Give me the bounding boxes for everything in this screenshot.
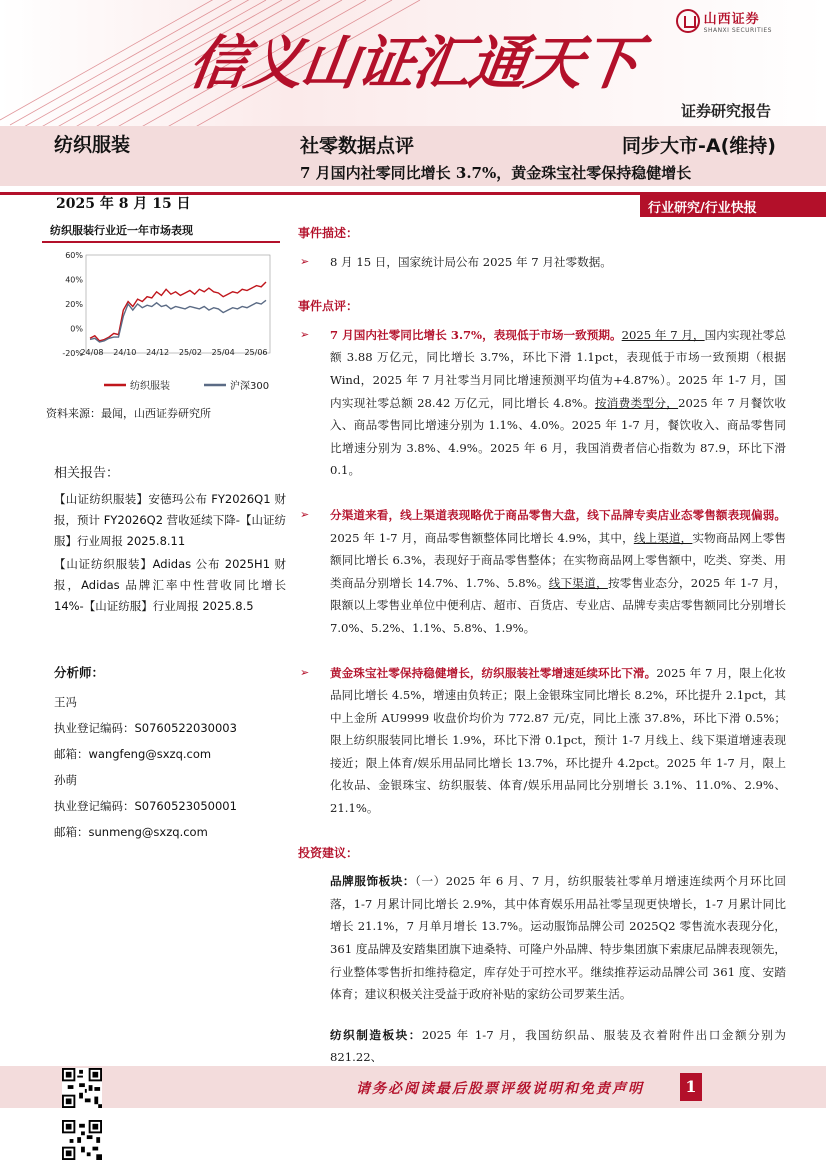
event-title: 事件描述： [298, 226, 359, 240]
invest-title: 投资建议： [298, 845, 359, 860]
analyst-reg: 执业登记编码：S0760522030003 [54, 721, 237, 735]
x-tick-label: 25/02 [178, 348, 202, 357]
analysts [54, 663, 286, 845]
analyst-name: 王冯 [54, 695, 77, 709]
point-text: 实物商品网上零售额同比增长 6.3%，表现好于商品零售整体；在实物商品网上零售额中，吃类、穿类、用类商品分别增长 14.7%、1.7%、5.8%。 [330, 530, 786, 590]
point-underline: 2025 年 7 月， [621, 327, 705, 342]
category-label: 行业研究/行业快报 [648, 201, 757, 216]
y-tick-label: 20% [65, 300, 83, 309]
chart-source: 资料来源：最闻，山西证券研究所 [46, 407, 211, 420]
market-performance-chart [42, 243, 280, 401]
sidebar [42, 218, 280, 421]
related-report-item[interactable]: 【山证纺织服装】Adidas 公布 2025H1 财报，Adidas 品牌汇率中性营收同比增长 14%-【山证纺服】行业周报 2025.8.5 [54, 557, 286, 613]
event-text: 8 月 15 日，国家统计局公布 2025 年 7 月社零数据。 [330, 254, 612, 269]
legend-label: 纺织服装 [130, 381, 170, 392]
point-text: 2025 年 1-7 月，商品零售额整体同比增长 4.9%，其中， [330, 530, 634, 545]
point-text: 国内实现社零总额 3.88 万亿元，同比增长 3.7%，环比下滑 1.1pct，表现低于市场一致预期（根据 Wind，2025 年 7 月社零当月同比增速预测平均值为+4.87%）。2025 年 1-7 月，国内实现社零总额 28.42 万亿元，同比增长 4.8%。 [330, 327, 786, 410]
analyst-name: 孙萌 [54, 773, 77, 787]
invest-brand-apparel [298, 870, 786, 1006]
slogan: 信义山证汇通天下 [184, 29, 643, 97]
y-tick-label: 40% [65, 275, 83, 285]
related-title: 相关报告： [54, 466, 120, 481]
industry-rating: 同步大市-A(维持) [622, 135, 776, 157]
analyst-email[interactable]: 邮箱：wangfeng@sxzq.com [54, 747, 212, 761]
x-tick-label: 25/06 [244, 348, 268, 357]
logo-name-en: SHANXI SECURITIES [703, 27, 772, 34]
y-tick-label: 60% [65, 251, 83, 260]
footer-disclaimer: 请务必阅读最后股票评级说明和免责声明 [356, 1081, 644, 1097]
analyst-reg: 执业登记编码：S0760523050001 [54, 799, 237, 813]
invest-manufacturing [298, 1024, 786, 1069]
x-tick-label: 24/08 [80, 348, 104, 357]
qr-code-icon [62, 1068, 102, 1108]
logo-name-cn: 山西证券 [703, 12, 760, 27]
plot-frame [86, 255, 270, 353]
point-categories [298, 662, 786, 820]
report-type: 证券研究报告 [680, 102, 771, 120]
invest-text: 2025 年 1-7 月，我国纺织品、服装及衣着附件出口金额分别为 821.22、 [330, 1027, 786, 1065]
industry-name: 纺织服装 [54, 134, 131, 156]
page-number: 1 [680, 1073, 702, 1101]
main-content [298, 222, 786, 1069]
point-lead: 7 月国内社零同比增长 3.7%，表现低于市场一致预期。 [330, 327, 622, 342]
qr-code-icon [62, 1120, 102, 1160]
point-lead: 分渠道来看，线上渠道表现略优于商品零售大盘，线下品牌专卖店业态零售额表现偏弱。 [330, 507, 786, 522]
review-title: 事件点评： [298, 299, 359, 314]
top-banner [0, 0, 826, 130]
company-logo [676, 8, 772, 34]
report-date: 2025 年 8 月 15 日 [56, 196, 191, 212]
invest-text: （一）2025 年 6 月、7 月，纺织服装社零单月增速连续两个月环比回落，1-7 月累计同比增长 2.9%，其中体育娱乐用品社零呈现更快增长，1-7 月累计同比增长 21.1%，7 月单月增长 13.7%。运动服饰品牌公司 2025Q2 零售流水表现分化，361 度品牌及安踏集团旗下迪桑特、可隆户外品牌、特步集团旗下索康尼品牌表现领先，行业整体零售折扣维持稳定，库存处于可控水平。继续推荐运动品牌公司 361 度、安踏体育；建议积极关注受益于政府补贴的家纺公司罗莱生活。 [330, 874, 786, 1002]
logo-icon [676, 9, 700, 33]
chart-title: 纺织服装行业近一年市场表现 [42, 218, 280, 243]
report-headline: 7 月国内社零同比增长 3.7%，黄金珠宝社零保持稳健增长 [300, 164, 692, 182]
analysts-title: 分析师： [54, 665, 105, 680]
series-line-textile [90, 282, 266, 341]
point-underline: 线下渠道， [548, 575, 608, 590]
related-reports [54, 462, 286, 619]
related-report-item[interactable]: 【山证纺织服装】安德玛公布 FY2026Q1 财报，预计 FY2026Q2 营收延续下降-【山证纺服】行业周报 2025.8.11 [54, 492, 286, 548]
x-tick-label: 25/04 [211, 348, 235, 357]
point-retail-overall [298, 324, 786, 482]
x-tick-label: 24/12 [146, 348, 170, 357]
point-channels [298, 504, 786, 640]
legend-label: 沪深300 [230, 381, 270, 392]
analyst-email[interactable]: 邮箱：sunmeng@sxzq.com [54, 825, 208, 839]
chart-svg [42, 243, 280, 401]
series-line-csi300 [90, 300, 266, 342]
invest-lead: 品牌服饰板块： [330, 874, 416, 889]
event-description [298, 251, 786, 274]
point-text: 2025 年 7 月，限上化妆品同比增长 4.5%，增速由负转正；限上金银珠宝同比增长 8.2%，环比提升 2.1pct，其中上金所 AU9999 收盘价均价为 772.87 元/克，同比上涨 37.8%，环比下滑 0.5%；限上纺织服装同比增长 1.9%，环比下滑 0.1pct，预计 1-7 月线上、线下渠道增速表现接近；限上体育/娱乐用品同比增长 13.7%，环比提升 4.2pct。2025 年 1-7 月，限上化妆品、金银珠宝、纺织服装、体育/娱乐用品同比分别增长 3.1%、11.0%、2.9%、21.1%。 [330, 665, 786, 816]
point-underline: 线上渠道， [633, 530, 693, 545]
point-lead: 黄金珠宝社零保持稳健增长，纺织服装社零增速延续环比下滑。 [330, 665, 657, 680]
point-text: 按零售业态分，2025 年 1-7 月，限额以上零售业单位中便利店、超市、百货店、专业店、品牌专卖店零售额同比分别增长 7.0%、5.2%、1.1%、5.8%、1.9%。 [330, 575, 786, 635]
x-tick-label: 24/10 [113, 348, 137, 357]
y-tick-label: -20% [62, 349, 83, 358]
y-tick-label: 0% [70, 324, 83, 334]
point-text: 2025 年 7 月餐饮收入、商品零售同比增速分别为 1.1%、4.0%。2025 年 1-7 月，餐饮收入、商品零售同比增速分别为 3.8%、4.9%。2025 年 6 月，我国消费者信心指数为 87.9，环比下滑 0.1。 [330, 395, 786, 478]
point-underline: 按消费类型分， [594, 395, 679, 410]
report-kind: 社零数据点评 [300, 135, 415, 157]
invest-lead: 纺织制造板块： [330, 1027, 422, 1042]
